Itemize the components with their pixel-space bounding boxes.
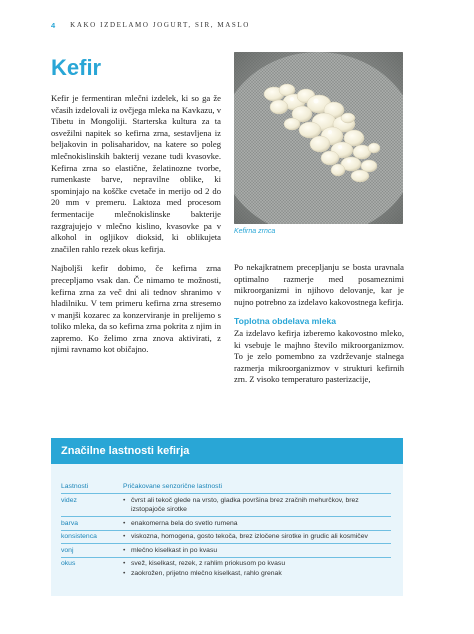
property-value: enakomerna bela do svetlo rumena	[131, 519, 238, 527]
property-values	[123, 544, 391, 558]
table-row	[61, 494, 391, 517]
running-title: KAKO IZDELAMO JOGURT, SIR, MASLO	[70, 21, 250, 29]
list-item	[123, 569, 391, 579]
list-item	[123, 559, 391, 569]
bullet-icon: •	[123, 546, 126, 554]
properties-table	[61, 482, 391, 580]
paragraph-storage: Najboljši kefir dobimo, če kefirna zrna precepljamo vsak dan. Če nimamo te možnosti, kefirna zrna za več dni ali tednov shranimo v hladilniku. V tem primeru kefirna zrna stresemo v manjši kozarec za konzerviranje in prelijemo s toliko mleka, da so kefirna zrna pokrita z njim in zapremo. Ko želimo zrna znova aktivirati, z njimi ravnamo kot običajno.	[51, 263, 221, 355]
property-name: barva	[61, 517, 123, 531]
column-header-expected: Pričakovane senzorične lastnosti	[123, 482, 391, 494]
bullet-icon: •	[123, 519, 126, 527]
running-header	[51, 19, 431, 31]
properties-table-header-row	[61, 482, 391, 494]
property-values	[123, 530, 391, 544]
properties-box	[51, 438, 403, 596]
property-values	[123, 517, 391, 531]
property-name: konsistenca	[61, 530, 123, 544]
table-row	[61, 544, 391, 558]
subheading-heat-treatment: Toplotna obdelava mleka	[234, 316, 337, 327]
property-value: mlečno kiselkast in po kvasu	[131, 546, 218, 554]
bullet-icon: •	[123, 569, 126, 577]
paragraph-heat-treatment: Za izdelavo kefirja izberemo kakovostno mleko, ki vsebuje le majhno število mikroorganizmov. To je zelo pomembno za vzdrževanje stalnega razmerja mikroorganizmov v strukturi kefirnih zrn. Z visoko temperaturo pasterizacije,	[234, 327, 404, 385]
list-item	[123, 532, 391, 542]
table-row	[61, 517, 391, 531]
bullet-icon: •	[123, 560, 126, 567]
property-value: svež, kiselkast, rezek, z rahlim priokusom po kvasu	[131, 560, 286, 567]
list-item	[123, 546, 391, 556]
list-item	[123, 496, 391, 515]
property-name: vonj	[61, 544, 123, 558]
bullet-icon: •	[123, 533, 126, 540]
property-values	[123, 557, 391, 580]
column-header-property: Lastnosti	[61, 482, 123, 494]
property-value: čvrst ali tekoč glede na vrsto, gladka površina brez zračnih mehurčkov, brez izstopajoče sirotke	[131, 496, 359, 513]
table-row	[61, 530, 391, 544]
table-row	[61, 557, 391, 580]
left-column	[51, 93, 221, 364]
paragraph-intro: Kefir je fermentiran mlečni izdelek, ki so ga že včasih izdelovali iz ovčjega mleka na Kavkazu, v Tibetu in Mongoliji. Starterska kultura za ta osvežilni napitek so kefirna zrna, sestavljena iz beljakovin in polisaharidov, na katere so poleg mlečnokislinskih bakterij vezane tudi kvasovke. Kefirna zrna so elastične, želatinozne tvorbe, rumenkaste barve, nepravilne oblike, ki spominjajo na koščke cvetače in merijo od 2 do 20 mm v premeru. Laktoza med procesom fermentacije mlečnokislinske bakterije razgrajujejo v mlečno kislino, kvasovke pa v alkohol in ogljikov dioksid, ki oblikujeta značilen rahlo rezek okus kefirja.	[51, 93, 221, 254]
properties-box-header	[51, 438, 403, 464]
properties-box-title: Značilne lastnosti kefirja	[61, 445, 190, 457]
property-value: viskozna, homogena, gosto tekoča, brez izločene sirotke in grudic ali kosmičev	[131, 533, 368, 540]
kefir-grains-photo	[234, 52, 403, 224]
property-name: videz	[61, 496, 77, 504]
paragraph-recultivation: Po nekajkratnem precepljanju se bosta uravnala optimalno razmerje med posameznimi mikroorganizmi in njihovo delovanje, kar je nujno potrebno za izdelavo kakovostnega kefirja.	[234, 262, 404, 307]
property-name: okus	[61, 557, 123, 580]
list-item	[123, 519, 391, 529]
right-column	[234, 262, 404, 394]
property-values	[123, 494, 391, 517]
photo-caption: Kefirna zrnca	[234, 228, 276, 235]
property-value: zaokrožen, prijetno mlečno kiselkast, rahlo grenak	[131, 569, 282, 577]
page-number: 4	[51, 20, 56, 30]
bullet-icon: •	[123, 496, 126, 504]
page-title: Kefir	[51, 55, 102, 80]
